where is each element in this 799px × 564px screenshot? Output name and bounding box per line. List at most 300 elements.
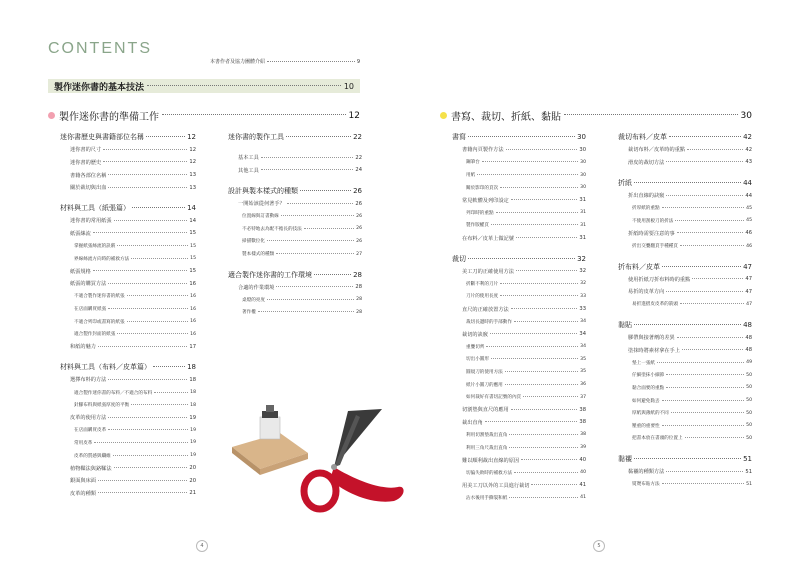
toc-entry-title: 皮革的種類: [70, 490, 96, 497]
toc-entry-page: 13: [189, 172, 196, 179]
toc-entry: [228, 248, 362, 261]
toc-entry: [60, 437, 196, 450]
toc-entry-title: 塗抹時將素材拿在手上: [628, 347, 680, 354]
leader-dots: [300, 190, 351, 191]
toc-entry-page: 27: [356, 251, 362, 257]
toc-entry-title: 如何避免黏丟: [632, 398, 660, 404]
toc-entry-page: 48: [745, 334, 752, 341]
leader-dots: [662, 425, 745, 426]
toc-entry: [228, 152, 362, 165]
toc-entry: [452, 181, 586, 194]
toc-entry: [452, 303, 586, 316]
toc-entry: [452, 278, 586, 291]
toc-entry-title: 桌燈的亮度: [242, 297, 265, 303]
leader-dots: [131, 404, 188, 405]
leader-dots: [117, 245, 188, 246]
toc-entry-page: 34: [580, 344, 586, 350]
toc-entry-title: 常見軟體及列印設定: [462, 197, 509, 204]
toc-entry-title: 迷你書的尺寸: [70, 147, 102, 154]
toc-entry-title: 迷你書歷史與書籍部位名稱: [60, 133, 144, 142]
leader-dots: [657, 362, 744, 363]
toc-spacer: [60, 194, 196, 202]
leader-dots: [500, 295, 578, 296]
leader-dots: [669, 136, 741, 137]
leader-dots: [634, 324, 741, 325]
toc-entry-title: 針腳布料與紙張厚度的平衡: [74, 403, 130, 409]
section-banner: [48, 79, 360, 93]
toc-entry-page: 32: [580, 281, 586, 287]
toc-entry-page: 46: [746, 243, 752, 249]
leader-dots: [114, 467, 188, 468]
leader-dots: [94, 442, 188, 443]
toc-entry-title: 界線絲流方向時的補救方法: [74, 256, 130, 262]
toc-entry-title: 適合製作迷你書的工作環境: [228, 270, 312, 279]
leader-dots: [505, 371, 578, 372]
contents-title: CONTENTS: [48, 40, 152, 57]
toc-entry: [618, 369, 752, 382]
toc-entry-page: 44: [745, 192, 752, 199]
toc-entry-title: 不適合列印或書寫的紙張: [74, 319, 125, 325]
page-number-left: 4: [196, 540, 208, 552]
toc-entry-title: 迷你書的常用紙張: [70, 218, 112, 225]
toc-entry-page: 18: [189, 376, 196, 383]
toc-entry: [618, 227, 752, 240]
toc-entry-title: 折出交疊翻頁手種種頁: [632, 244, 678, 250]
toc-entry: [60, 215, 196, 228]
credit-page: 9: [356, 58, 360, 65]
toc-entry-title: 紙張的購買方法: [70, 281, 107, 288]
toc-entry-page: 30: [579, 146, 586, 153]
toc-entry: [618, 432, 752, 445]
toc-entry: [452, 454, 586, 467]
toc-entry: [618, 407, 752, 420]
chapter-label: 製作迷你書的準備工作: [59, 112, 159, 123]
toc-entry-page: 48: [743, 321, 752, 330]
leader-dots: [677, 232, 744, 233]
toc-section: [618, 319, 752, 332]
toc-entry-title: 書籍各部位名稱: [70, 172, 107, 179]
toc-section: [60, 202, 196, 215]
toc-entry-page: 42: [743, 133, 752, 142]
toc-entry-title: 折紙時需要注意的事: [628, 230, 675, 237]
toc-entry-page: 45: [746, 205, 752, 211]
leader-dots: [680, 245, 744, 246]
leader-dots: [687, 149, 743, 150]
toc-entry: [452, 391, 586, 404]
leader-dots: [131, 258, 188, 259]
toc-entry-title: 合適的作業環境: [238, 284, 275, 291]
toc-entry-page: 38: [579, 419, 586, 426]
toc-entry-page: 22: [353, 133, 362, 142]
scissors-image: [304, 409, 404, 509]
toc-entry-title: 不適合製作迷你書的紙張: [74, 294, 125, 300]
toc-entry-page: 51: [745, 468, 752, 475]
toc-entry-page: 28: [356, 309, 362, 315]
leader-dots: [634, 458, 741, 459]
toc-entry-title: 黏合面要的重點: [632, 385, 665, 391]
leader-dots: [511, 409, 578, 410]
toc-entry-page: 34: [579, 331, 586, 338]
toc-entry-page: 21: [189, 490, 196, 497]
chapter-page: 30: [740, 110, 752, 121]
toc-entry-page: 30: [580, 159, 586, 165]
toc-spacer: [228, 144, 362, 152]
banner-page: 10: [343, 81, 354, 91]
toc-entry-page: 24: [355, 167, 362, 174]
toc-entry-title: 不必特地去為配不擔長的技法: [242, 226, 302, 232]
toc-entry: [452, 353, 586, 366]
toc-entry: [618, 273, 752, 286]
leader-dots: [93, 270, 188, 271]
toc-entry-page: 51: [746, 481, 752, 487]
toc-entry-title: 用美工刀以外的工具進行裁切: [462, 482, 530, 489]
toc-entry: [618, 344, 752, 357]
leader-dots: [162, 114, 346, 115]
toc-entry-page: 33: [579, 306, 586, 313]
toc-entry-page: 50: [746, 435, 752, 441]
left-chapter-heading: [48, 108, 360, 123]
toc-entry: [60, 386, 196, 399]
toc-entry: [60, 399, 196, 412]
leader-dots: [477, 174, 578, 175]
leader-dots: [267, 299, 354, 300]
toc-entry-page: 48: [745, 347, 752, 354]
toc-column-1: [60, 131, 196, 500]
toc-entry-page: 12: [187, 133, 196, 142]
toc-entry-title: 美工刀的正確使用方法: [462, 268, 514, 275]
toc-entry-page: 35: [580, 369, 586, 375]
toc-entry-page: 40: [579, 457, 586, 464]
toc-entry: [60, 462, 196, 475]
toc-entry-page: 47: [745, 276, 752, 283]
toc-entry: [452, 429, 586, 442]
toc-section: [228, 131, 362, 144]
toc-entry-page: 26: [355, 200, 362, 207]
toc-entry-title: 易折進摺皮皮革的箭頭: [632, 302, 678, 308]
toc-entry-title: 把書本放在書頭的位置上: [632, 436, 683, 442]
leader-dots: [468, 136, 575, 137]
leader-dots: [511, 308, 578, 309]
leader-dots: [514, 472, 578, 473]
toc-entry-page: 13: [189, 184, 196, 191]
toc-entry-title: 列印時的重點: [466, 210, 494, 216]
toc-entry-page: 16: [189, 280, 196, 287]
pink-dot-icon: [48, 112, 55, 119]
leader-dots: [516, 237, 578, 238]
toc-entry: [452, 341, 586, 354]
toc-entry-page: 15: [190, 256, 196, 262]
toc-entry-title: 折厚紙的重點: [632, 206, 660, 212]
toc-entry-title: 利用三角尺裁出直角: [466, 445, 508, 451]
leader-dots: [281, 215, 354, 216]
toc-entry-title: 切偏失敗時的補救方法: [466, 470, 512, 476]
leader-dots: [146, 136, 185, 137]
toc-entry-title: 書寫: [452, 133, 466, 142]
toc-spacer: [228, 177, 362, 185]
toc-entry-page: 16: [190, 293, 196, 299]
toc-entry-title: 用紙: [466, 173, 476, 179]
toc-entry-page: 34: [580, 319, 586, 325]
toc-section: [452, 252, 586, 265]
leader-dots: [506, 149, 578, 150]
leader-dots: [98, 480, 187, 481]
toc-entry: [452, 144, 586, 157]
toc-entry: [618, 298, 752, 311]
toc-entry-title: 黏貼: [618, 321, 632, 330]
toc-entry: [618, 478, 752, 491]
toc-spacer: [228, 260, 362, 268]
toc-entry-title: 裁切布料／皮革時的重點: [628, 147, 686, 154]
toc-entry-page: 35: [580, 356, 586, 362]
toc-section: [618, 131, 752, 144]
leader-dots: [113, 455, 188, 456]
toc-entry: [452, 479, 586, 492]
leader-dots: [491, 358, 578, 359]
toc-entry: [228, 164, 362, 177]
toc-entry-page: 50: [746, 423, 752, 429]
leader-dots: [276, 286, 353, 287]
leader-dots: [154, 392, 188, 393]
toc-spacer: [452, 244, 586, 252]
toc-entry: [452, 265, 586, 278]
leader-dots: [662, 207, 745, 208]
leader-dots: [682, 349, 744, 350]
toc-entry-page: 41: [579, 482, 586, 489]
toc-entry-title: 材料與工具（布料／皮革篇）: [60, 363, 151, 372]
toc-entry: [618, 419, 752, 432]
toc-entry-page: 41: [580, 495, 586, 501]
toc-entry-title: 皮革的使用方法: [70, 415, 107, 422]
toc-entry-page: 18: [187, 363, 196, 372]
toc-entry-title: 重疊切齊: [466, 344, 485, 350]
toc-entry: [452, 492, 586, 505]
toc-entry: [618, 382, 752, 395]
toc-entry-page: 12: [189, 159, 196, 166]
leader-dots: [496, 212, 579, 213]
toc-section: [60, 131, 196, 144]
leader-dots: [108, 187, 187, 188]
toc-entry-title: 皮革的質感與纖維: [74, 453, 111, 459]
toc-entry: [60, 227, 196, 240]
leader-dots: [662, 266, 741, 267]
leader-dots: [314, 274, 351, 275]
toc-entry-page: 46: [745, 230, 752, 237]
toc-entry-title: 膠帶與接著劑的差異: [628, 335, 675, 342]
toc-entry-title: 迷你書的歷史: [70, 159, 102, 166]
toc-entry: [60, 424, 196, 437]
toc-entry-title: 如何裁好有書切記號的內頁: [466, 395, 522, 401]
toc-entry: [452, 441, 586, 454]
toc-entry-title: 折布料／皮革: [618, 262, 660, 271]
leader-dots: [114, 220, 188, 221]
page-number-right: 5: [593, 540, 605, 552]
leader-dots: [531, 484, 577, 485]
toc-entry: [228, 235, 362, 248]
leader-dots: [93, 232, 188, 233]
leader-dots: [482, 161, 578, 162]
toc-entry: [60, 290, 196, 303]
toc-entry-title: 直尺的正確放置方法: [462, 306, 509, 313]
toc-entry-page: 33: [580, 293, 586, 299]
toc-entry-title: 熨燙布貼方法: [632, 482, 660, 488]
toc-entry-page: 18: [190, 390, 196, 396]
toc-entry: [618, 394, 752, 407]
toc-entry: [452, 169, 586, 182]
toc-entry-title: 折出直線的訣竅: [628, 193, 665, 200]
toc-entry-page: 16: [190, 331, 196, 337]
toc-entry-title: 著作權: [242, 310, 256, 316]
leader-dots: [634, 182, 741, 183]
toc-entry-page: 47: [746, 301, 752, 307]
toc-entry-title: 仔細塗抹小細節: [632, 373, 665, 379]
toc-section: [228, 268, 362, 281]
toc-entry: [618, 156, 752, 169]
toc-entry-page: 15: [189, 230, 196, 237]
leader-dots: [500, 283, 578, 284]
toc-entry-page: 32: [579, 268, 586, 275]
toc-entry-page: 19: [190, 453, 196, 459]
toc-entry: [618, 465, 752, 478]
yellow-dot-icon: [440, 112, 447, 119]
leader-dots: [509, 447, 578, 448]
toc-entry-page: 14: [189, 217, 196, 224]
toc-entry-title: 其他工具: [238, 167, 259, 174]
toc-spacer: [618, 445, 752, 453]
toc-entry-title: 設計與製本樣式的種類: [228, 187, 298, 196]
toc-spacer: [618, 252, 752, 260]
toc-entry-page: 47: [743, 262, 752, 271]
leader-dots: [490, 333, 577, 334]
toc-entry-title: 紙張絲流: [70, 230, 91, 237]
toc-entry: [228, 210, 362, 223]
leader-dots: [153, 366, 185, 367]
toc-entry: [618, 215, 752, 228]
toc-entry-page: 38: [579, 406, 586, 413]
toc-entry-page: 15: [190, 243, 196, 249]
leader-dots: [666, 291, 743, 292]
toc-entry-page: 50: [746, 410, 752, 416]
toc-entry-title: 壓重的重要性: [632, 423, 660, 429]
leader-dots: [147, 85, 341, 86]
toc-entry-title: 裁切長邊時的手部動作: [466, 319, 512, 325]
toc-section: [618, 177, 752, 190]
toc-entry-page: 49: [746, 360, 752, 366]
toc-entry-title: 基本工具: [238, 155, 259, 162]
toc-entry: [60, 315, 196, 328]
toc-entry-title: 掌握紙張絲流的訣竅: [74, 244, 116, 250]
toc-entry-title: 選擇布料的方法: [70, 377, 107, 384]
toc-entry: [452, 315, 586, 328]
toc-entry-page: 47: [745, 288, 752, 295]
toc-entry-page: 38: [580, 432, 586, 438]
toc-entry-page: 26: [353, 187, 362, 196]
leader-dots: [675, 220, 744, 221]
leader-dots: [132, 207, 185, 208]
leader-dots: [98, 346, 187, 347]
toc-entry-page: 51: [743, 454, 752, 463]
right-chapter-heading: [440, 108, 752, 123]
toc-entry: [60, 328, 196, 341]
toc-entry-page: 28: [353, 270, 362, 279]
toc-entry-page: 16: [190, 319, 196, 325]
toc-entry-title: 不使用刮板刀的折法: [632, 218, 674, 224]
toc-spacer: [60, 353, 196, 361]
toc-entry-title: 裁切的訣竅: [462, 331, 488, 338]
toc-entry: [452, 416, 586, 429]
leader-dots: [103, 161, 187, 162]
toc-entry-title: 使用折紙刀折布料時的重點: [628, 276, 691, 283]
toc-entry-title: 切出小圓形: [466, 357, 489, 363]
toc-entry: [618, 286, 752, 299]
toc-entry-title: 圓規刀的使用方法: [466, 369, 503, 375]
toc-entry-title: 掃描數位化: [242, 239, 265, 245]
toc-entry-title: 和紙的魅力: [70, 344, 96, 351]
toc-entry-title: 黏襯: [618, 454, 632, 463]
toc-entry: [228, 281, 362, 294]
toc-entry-page: 20: [189, 465, 196, 472]
toc-entry-title: 厚紙與薄紙的不同: [632, 411, 669, 417]
toc-entry: [452, 378, 586, 391]
toc-entry: [618, 189, 752, 202]
toc-section: [60, 361, 196, 374]
toc-entry-title: 折紙: [618, 179, 632, 188]
leader-dots: [108, 417, 187, 418]
toc-section: [228, 185, 362, 198]
leader-dots: [103, 149, 187, 150]
toc-entry-title: 裁切布料／皮革: [618, 133, 667, 142]
toc-section: [618, 453, 752, 466]
leader-dots: [523, 396, 578, 397]
toc-entry: [452, 156, 586, 169]
toc-entry: [60, 303, 196, 316]
toc-entry-page: 30: [580, 185, 586, 191]
toc-entry: [60, 487, 196, 500]
toc-entry-title: 裁出直角: [462, 419, 483, 426]
toc-entry: [452, 366, 586, 379]
toc-entry-title: 製本樣式的種類: [242, 252, 275, 258]
leader-dots: [127, 295, 189, 296]
leader-dots: [108, 174, 187, 175]
leader-dots: [485, 421, 578, 422]
toc-entry-title: 適合製作封面的紙張: [74, 332, 116, 338]
toc-entry-title: 在店面購買皮革: [74, 428, 107, 434]
leader-dots: [261, 169, 354, 170]
leader-dots: [509, 497, 578, 498]
toc-entry: [618, 202, 752, 215]
toc-entry-title: 裁切: [452, 254, 466, 263]
toc-entry: [228, 294, 362, 307]
toc-entry-title: 位置線與訂書動線: [242, 214, 279, 220]
toc-entry-page: 50: [746, 372, 752, 378]
leader-dots: [516, 270, 578, 271]
toc-column-4: [618, 131, 752, 490]
toc-entry-title: 滑皮的裁切方法: [628, 159, 665, 166]
toc-entry: [452, 328, 586, 341]
toc-entry-page: 12: [189, 146, 196, 153]
leader-dots: [511, 199, 578, 200]
leader-dots: [680, 303, 744, 304]
leader-dots: [514, 321, 578, 322]
toc-entry: [60, 341, 196, 354]
toc-entry-title: 一開始該從何著手？: [238, 201, 285, 208]
leader-dots: [286, 136, 351, 137]
leader-dots: [108, 308, 188, 309]
toc-entry-page: 39: [580, 445, 586, 451]
toc-entry: [60, 252, 196, 265]
toc-entry: [452, 466, 586, 479]
toc-entry-page: 43: [745, 159, 752, 166]
toc-entry-title: 鋼筆台: [466, 160, 480, 166]
